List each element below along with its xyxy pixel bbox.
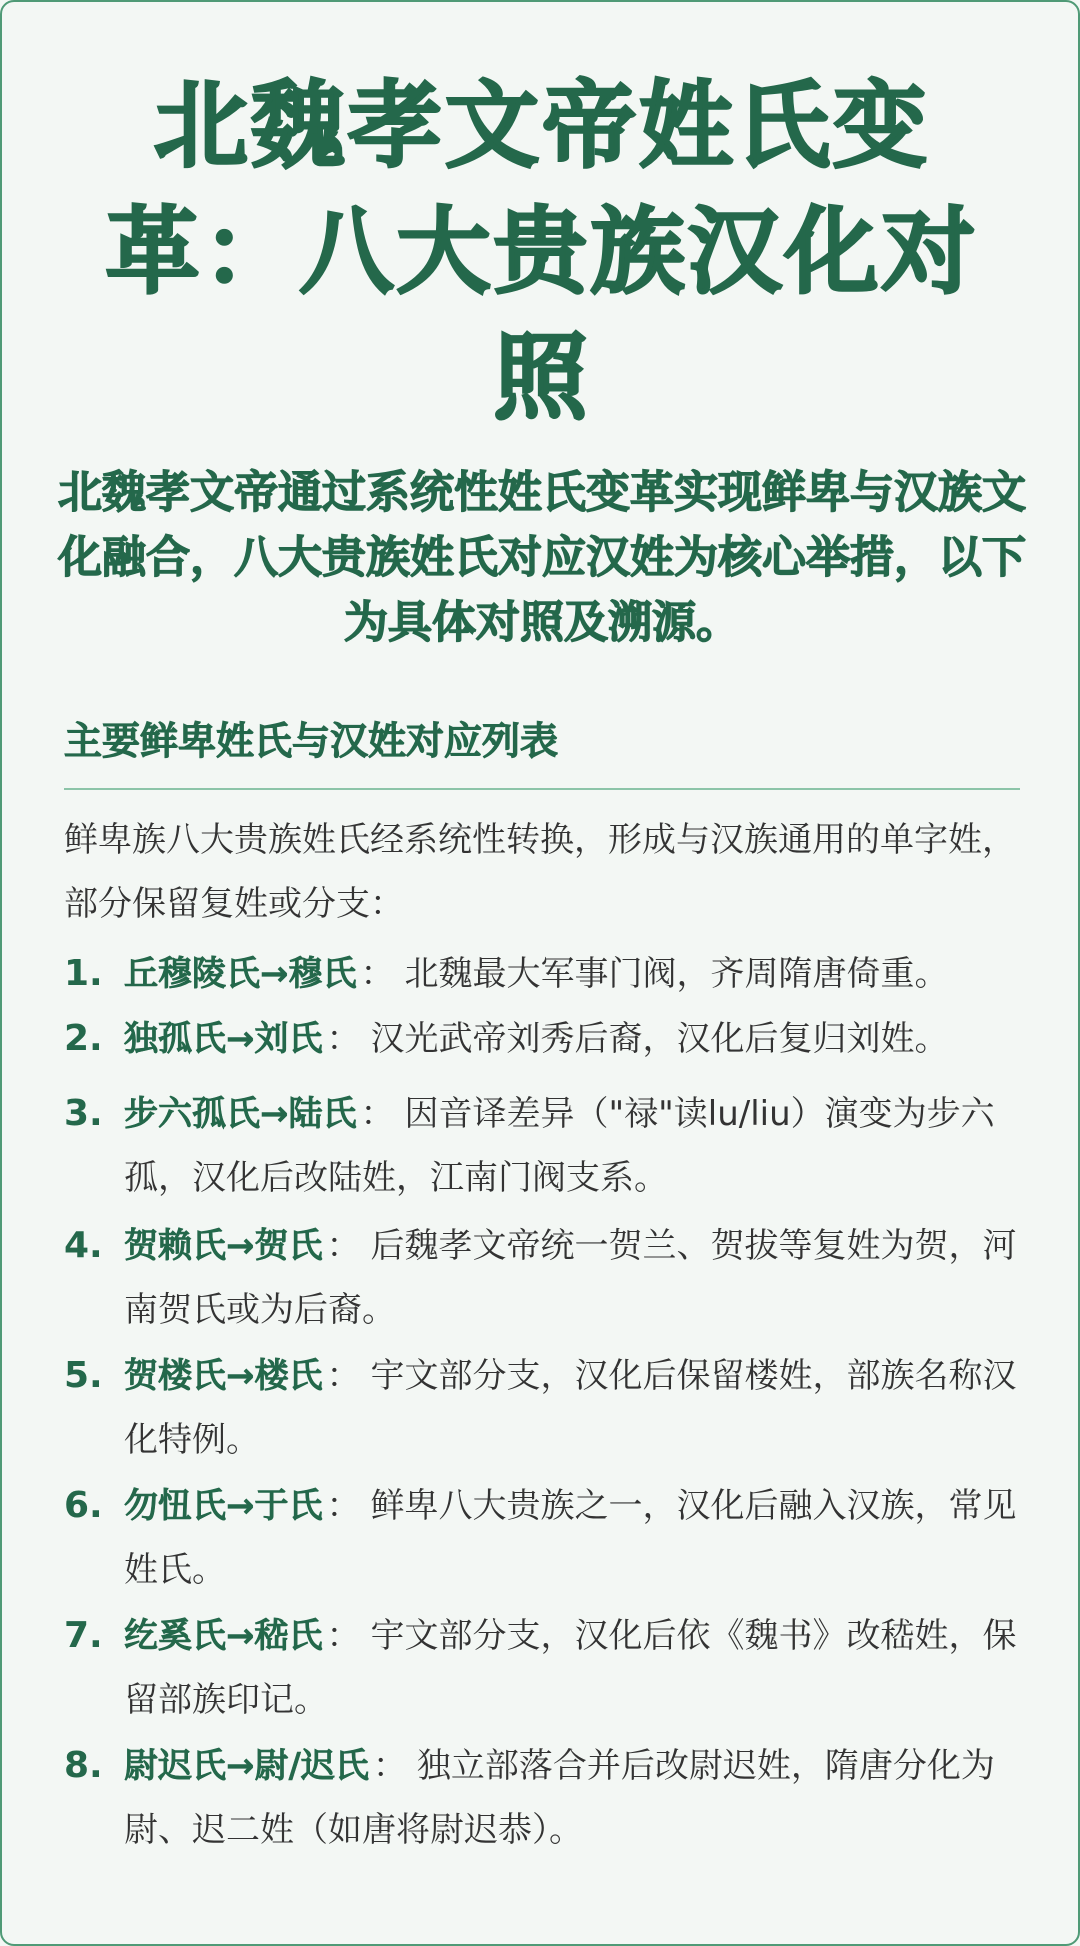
list-item-label: 贺楼氏→楼氏	[124, 1356, 323, 1396]
list-item-body	[124, 1214, 1024, 1342]
list-item-colon: ：	[360, 954, 395, 994]
list-item-label: 尉迟氏→尉/迟氏	[124, 1746, 369, 1786]
list-item	[64, 1734, 1024, 1862]
list-item-label: 独孤氏→刘氏	[124, 1019, 323, 1059]
list-item	[64, 1344, 1024, 1472]
list-item-body	[124, 1734, 1024, 1862]
page-subtitle: 北魏孝文帝通过系统性姓氏变革实现鲜卑与汉族文化融合，八大贵族姓氏对应汉姓为核心举措，以下为具体对照及溯源。	[58, 467, 1026, 648]
list-item	[64, 942, 1024, 1006]
list-item	[64, 1007, 1024, 1071]
list-item-desc: 宇文部分支，汉化后依《魏书》改嵇姓，保留部族印记。	[124, 1616, 1017, 1720]
section-title: 主要鲜卑姓氏与汉姓对应列表	[64, 719, 559, 763]
page-title: 北魏孝文帝姓氏变革：八大贵族汉化对照	[105, 72, 979, 433]
list-item-colon: ：	[326, 1356, 361, 1396]
list-item-colon: ：	[372, 1746, 407, 1786]
list-item-body	[124, 1604, 1024, 1732]
list-item-number: 8.	[64, 1745, 103, 1786]
list-item-body	[124, 1007, 1024, 1071]
list-item-label: 贺赖氏→贺氏	[124, 1226, 323, 1266]
list-item	[64, 1474, 1024, 1602]
list-item	[64, 1082, 1024, 1210]
list-item-desc: 宇文部分支，汉化后保留楼姓，部族名称汉化特例。	[124, 1356, 1017, 1460]
list-item-number: 2.	[64, 1018, 103, 1059]
list-item-desc: 北魏最大军事门阀，齐周隋唐倚重。	[404, 954, 949, 994]
list-item-number: 4.	[64, 1225, 103, 1266]
list-item-desc: 鲜卑八大贵族之一，汉化后融入汉族，常见姓氏。	[124, 1486, 1017, 1590]
list-item-number: 5.	[64, 1355, 103, 1396]
intro-paragraph: 鲜卑族八大贵族姓氏经系统性转换，形成与汉族通用的单字姓，部分保留复姓或分支：	[64, 820, 1016, 924]
list-item-number: 3.	[64, 1093, 103, 1134]
list-item-colon: ：	[326, 1616, 361, 1656]
list-item-colon: ：	[326, 1226, 361, 1266]
list-item-body	[124, 1474, 1024, 1602]
list-item-colon: ：	[326, 1486, 361, 1526]
section-divider	[64, 788, 1020, 790]
list-item-body	[124, 1344, 1024, 1472]
list-item	[64, 1604, 1024, 1732]
list-item-desc: 因音译差异（"禄"读lu/liu）演变为步六孤，汉化后改陆姓，江南门阀支系。	[124, 1094, 995, 1198]
list-item-label: 纥奚氏→嵇氏	[124, 1616, 323, 1656]
list-item-colon: ：	[326, 1019, 361, 1059]
list-item-number: 7.	[64, 1615, 103, 1656]
list-item	[64, 1214, 1024, 1342]
list-item-number: 6.	[64, 1485, 103, 1526]
list-item-label: 步六孤氏→陆氏	[124, 1094, 357, 1134]
list-item-colon: ：	[360, 1094, 395, 1134]
list-item-desc: 后魏孝文帝统一贺兰、贺拔等复姓为贺，河南贺氏或为后裔。	[124, 1226, 1017, 1330]
list-item-number: 1.	[64, 953, 103, 994]
list-item-desc: 汉光武帝刘秀后裔，汉化后复归刘姓。	[370, 1019, 949, 1059]
list-item-desc: 独立部落合并后改尉迟姓，隋唐分化为尉、迟二姓（如唐将尉迟恭）。	[124, 1746, 995, 1850]
list-item-body	[124, 1082, 1024, 1210]
list-item-label: 丘穆陵氏→穆氏	[124, 954, 357, 994]
list-item-label: 勿忸氏→于氏	[124, 1486, 323, 1526]
list-item-body	[124, 942, 1024, 1006]
